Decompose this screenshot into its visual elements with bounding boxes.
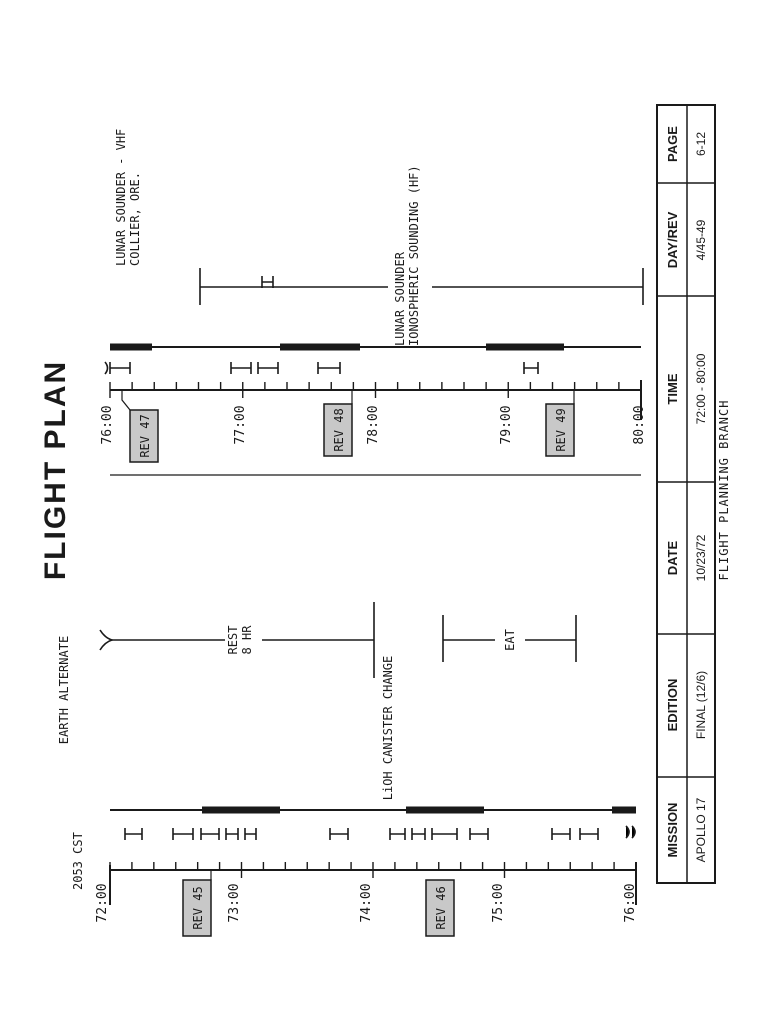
value-mission: APOLLO 17 (694, 797, 708, 863)
header-page: PAGE (665, 126, 680, 162)
tick-label-76r: 76:00 (100, 405, 115, 445)
start-time-label: 2053 CST (71, 832, 85, 890)
rev-48-box (324, 390, 352, 456)
footer-table (657, 0, 715, 883)
tick-label-78r: 78:00 (366, 405, 381, 445)
rev-47-label: REV 47 (138, 414, 152, 458)
right-event-markers (105, 362, 538, 374)
header-dayrev: DAY/REV (665, 211, 680, 269)
rev-45-label: REV 45 (191, 886, 205, 930)
value-time: 72:00 - 80:00 (694, 353, 708, 425)
lunar-sounder-vhf-label: LUNAR SOUNDER - VHF (114, 128, 128, 266)
value-dayrev: 4/45-49 (694, 219, 708, 261)
value-date: 10/23/72 (694, 534, 708, 582)
collier-ore-label: COLLIER, ORE. (128, 172, 142, 266)
header-edition: EDITION (665, 678, 680, 732)
eat-label: EAT (503, 629, 517, 651)
rev-46-box (426, 880, 454, 936)
value-edition: FINAL (12/6) (694, 670, 708, 740)
tick-label-75: 75:00 (491, 883, 506, 923)
rest-label-line2: 8 HR (240, 625, 254, 655)
left-event-markers (125, 826, 635, 840)
tick-label-73: 73:00 (227, 883, 242, 923)
rev-49-label: REV 49 (554, 408, 568, 452)
left-tick-labels (95, 883, 638, 922)
rev-47-box (122, 390, 158, 462)
tick-label-74: 74:00 (359, 883, 374, 923)
lunar-sounder-hf-bracket (200, 268, 643, 305)
tick-label-76: 76:00 (623, 883, 638, 923)
right-time-axis (100, 380, 647, 462)
left-time-axis (71, 832, 638, 936)
rest-label-line1: REST (226, 625, 240, 655)
tick-label-79r: 79:00 (499, 405, 514, 445)
lunar-sounder-hf-line2: IONOSPHERIC SOUNDING (HF) (407, 165, 421, 346)
rev-46-label: REV 46 (434, 886, 448, 930)
rev-48-label: REV 48 (332, 408, 346, 452)
lioh-change-label: LiOH CANISTER CHANGE (381, 655, 395, 801)
tick-label-80r: 80:00 (632, 405, 647, 445)
lunar-sounder-hf-line1: LUNAR SOUNDER (393, 252, 407, 346)
header-date: DATE (665, 540, 680, 576)
tick-label-72: 72:00 (95, 883, 110, 923)
page-title: FLIGHT PLAN (39, 359, 72, 581)
tick-label-77r: 77:00 (233, 405, 248, 445)
footer-org-label: FLIGHT PLANNING BRANCH (717, 399, 731, 581)
rev-45-box (183, 870, 211, 936)
value-page: 6-12 (694, 131, 708, 157)
rev-49-box (546, 390, 574, 456)
header-mission: MISSION (665, 802, 680, 858)
header-time: TIME (665, 373, 680, 405)
earth-alternate-label: EARTH ALTERNATE (57, 635, 71, 745)
